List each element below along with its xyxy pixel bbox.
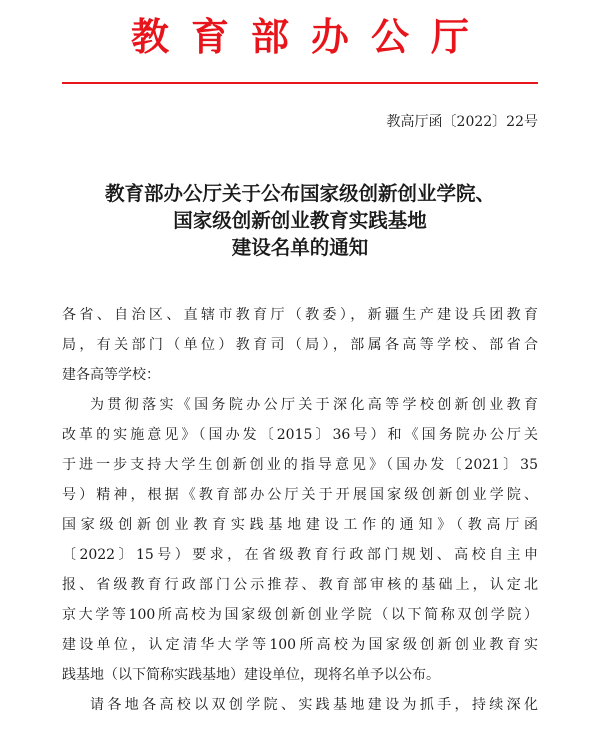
document-body: [62, 300, 538, 720]
title-line: 教育部办公厅关于公布国家级创新创业学院、: [104, 182, 495, 205]
title-line: 建设名单的通知: [231, 236, 369, 259]
body-line: 国家级创新创业教育实践基地建设工作的通知》（教高厅函: [62, 517, 538, 533]
title-line: 国家级创新创业教育实践基地: [173, 209, 427, 232]
body-line: 〔2022〕15号）要求，在省级教育行政部门规划、高校自主申: [62, 547, 538, 563]
body-line: 请各地各高校以双创学院、实践基地建设为抓手，持续深化: [90, 697, 538, 713]
body-line: 改革的实施意见》（国办发〔2015〕36号）和《国务院办公厅关: [62, 427, 538, 443]
body-line: 各省、自治区、直辖市教育厅（教委），新疆生产建设兵团教育: [62, 307, 538, 323]
body-line: 局，有关部门（单位）教育司（局），部属各高等学校、部省合: [62, 337, 538, 353]
body-line: 为贯彻落实《国务院办公厅关于深化高等学校创新创业教育: [90, 397, 538, 413]
body-line: 建各高等学校：: [62, 367, 160, 383]
document-title: [62, 180, 538, 261]
body-line: 践基地（以下简称实践基地）建设单位，现将名单予以公布。: [62, 667, 440, 683]
body-line: 号）精神，根据《教育部办公厅关于开展国家级创新创业学院、: [62, 487, 538, 503]
body-line: 报、省级教育行政部门公示推荐、教育部审核的基础上，认定北: [62, 577, 538, 593]
body-line: 于进一步支持大学生创新创业的指导意见》（国办发〔2021〕35: [62, 457, 538, 473]
document-number: 教高厅函〔2022〕22号: [386, 114, 538, 130]
body-line: 建设单位，认定清华大学等100所高校为国家级创新创业教育实: [62, 637, 538, 653]
body-line: 京大学等100所高校为国家级创新创业学院（以下简称双创学院）: [62, 607, 538, 623]
red-header-rule: [62, 82, 538, 84]
issuing-agency-header: 教育部办公厅: [130, 14, 491, 59]
